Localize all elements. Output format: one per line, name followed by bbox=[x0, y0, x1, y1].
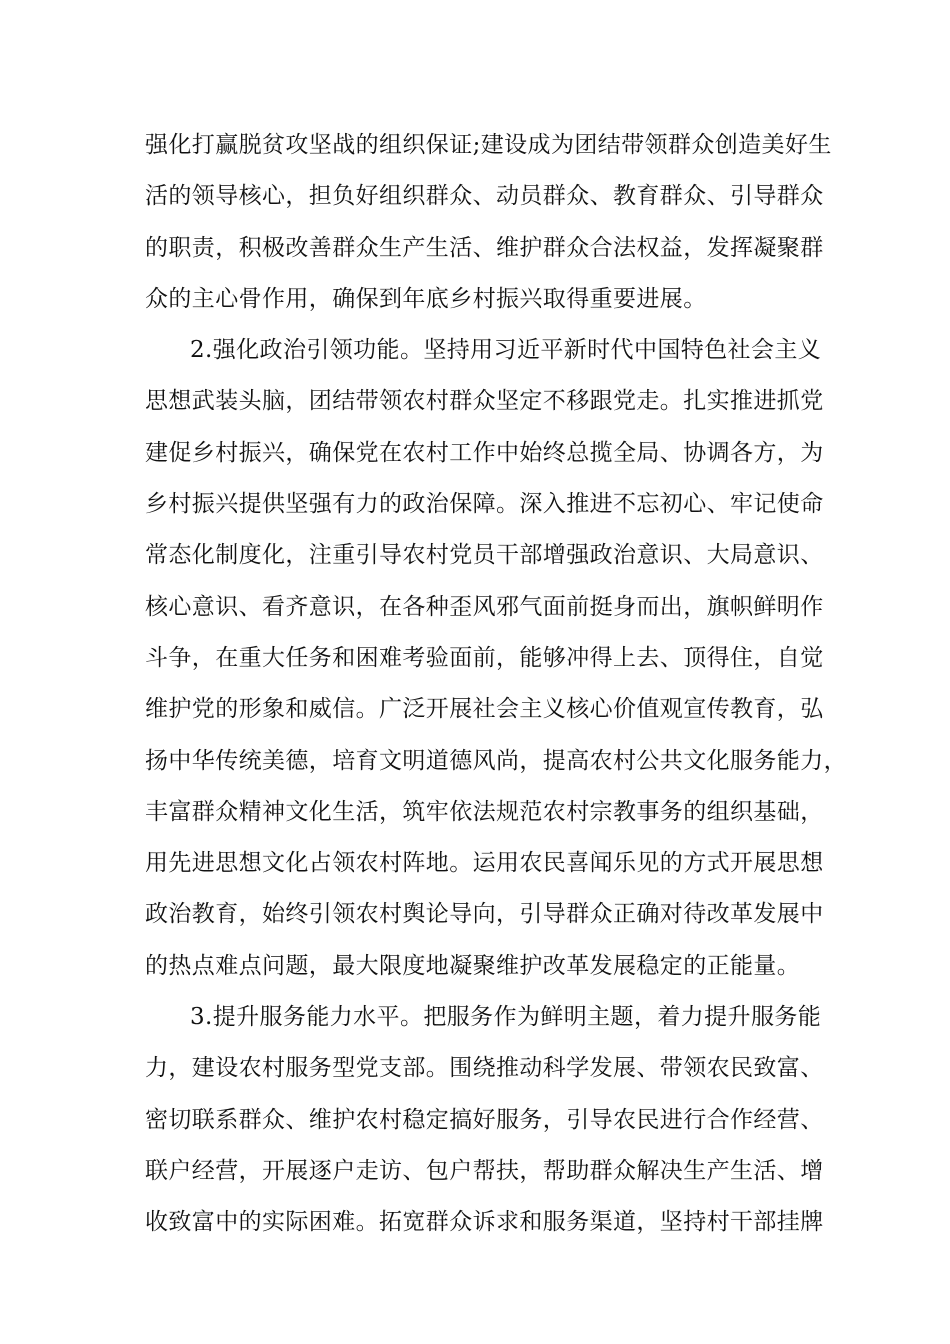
text-line: 活的领导核心，担负好组织群众、动员群众、教育群众、引导群众 bbox=[145, 183, 824, 210]
text-line: 的热点难点问题，最大限度地凝聚维护改革发展稳定的正能量。 bbox=[145, 952, 801, 979]
paragraph-2 bbox=[145, 325, 847, 992]
text-line: 2.强化政治引领功能。坚持用习近平新时代中国特色社会主义 bbox=[190, 337, 822, 364]
text-line: 常态化制度化，注重引导农村党员干部增强政治意识、大局意识、 bbox=[145, 542, 824, 569]
text-line: 核心意识、看齐意识，在各种歪风邪气面前挺身而出，旗帜鲜明作 bbox=[145, 593, 824, 620]
text-line: 众的主心骨作用，确保到年底乡村振兴取得重要进展。 bbox=[145, 285, 707, 312]
text-line: 的职责，积极改善群众生产生活、维护群众合法权益，发挥凝聚群 bbox=[145, 234, 824, 261]
document-page bbox=[145, 120, 847, 1249]
text-line: 收致富中的实际困难。拓宽群众诉求和服务渠道，坚持村干部挂牌 bbox=[145, 1209, 824, 1236]
paragraph-3 bbox=[145, 992, 825, 1248]
text-line: 力，建设农村服务型党支部。围绕推动科学发展、带领农民致富、 bbox=[145, 1055, 824, 1082]
text-line: 强化打赢脱贫攻坚战的组织保证;建设成为团结带领群众创造美好生 bbox=[145, 132, 832, 158]
text-line: 乡村振兴提供坚强有力的政治保障。深入推进不忘初心、牢记使命 bbox=[145, 491, 824, 518]
text-line: 维护党的形象和威信。广泛开展社会主义核心价值观宣传教育，弘 bbox=[145, 696, 824, 723]
text-line: 密切联系群众、维护农村稳定搞好服务，引导农民进行合作经营、 bbox=[145, 1106, 824, 1133]
text-line: 用先进思想文化占领农村阵地。运用农民喜闻乐见的方式开展思想 bbox=[145, 850, 824, 877]
paragraph-continued bbox=[145, 120, 832, 325]
text-line: 政治教育，始终引领农村舆论导向，引导群众正确对待改革发展中 bbox=[145, 901, 824, 928]
text-line: 3.提升服务能力水平。把服务作为鲜明主题，着力提升服务能 bbox=[190, 1004, 822, 1031]
text-line: 扬中华传统美德，培育文明道德风尚，提高农村公共文化服务能力， bbox=[145, 747, 847, 774]
text-line: 建促乡村振兴，确保党在农村工作中始终总揽全局、协调各方，为 bbox=[145, 439, 824, 466]
text-line: 思想武装头脑，团结带领农村群众坚定不移跟党走。扎实推进抓党 bbox=[145, 388, 824, 415]
text-line: 丰富群众精神文化生活，筑牢依法规范农村宗教事务的组织基础， bbox=[145, 798, 824, 825]
text-line: 斗争，在重大任务和困难考验面前，能够冲得上去、顶得住，自觉 bbox=[145, 644, 824, 671]
text-line: 联户经营，开展逐户走访、包户帮扶，帮助群众解决生产生活、增 bbox=[145, 1157, 824, 1184]
